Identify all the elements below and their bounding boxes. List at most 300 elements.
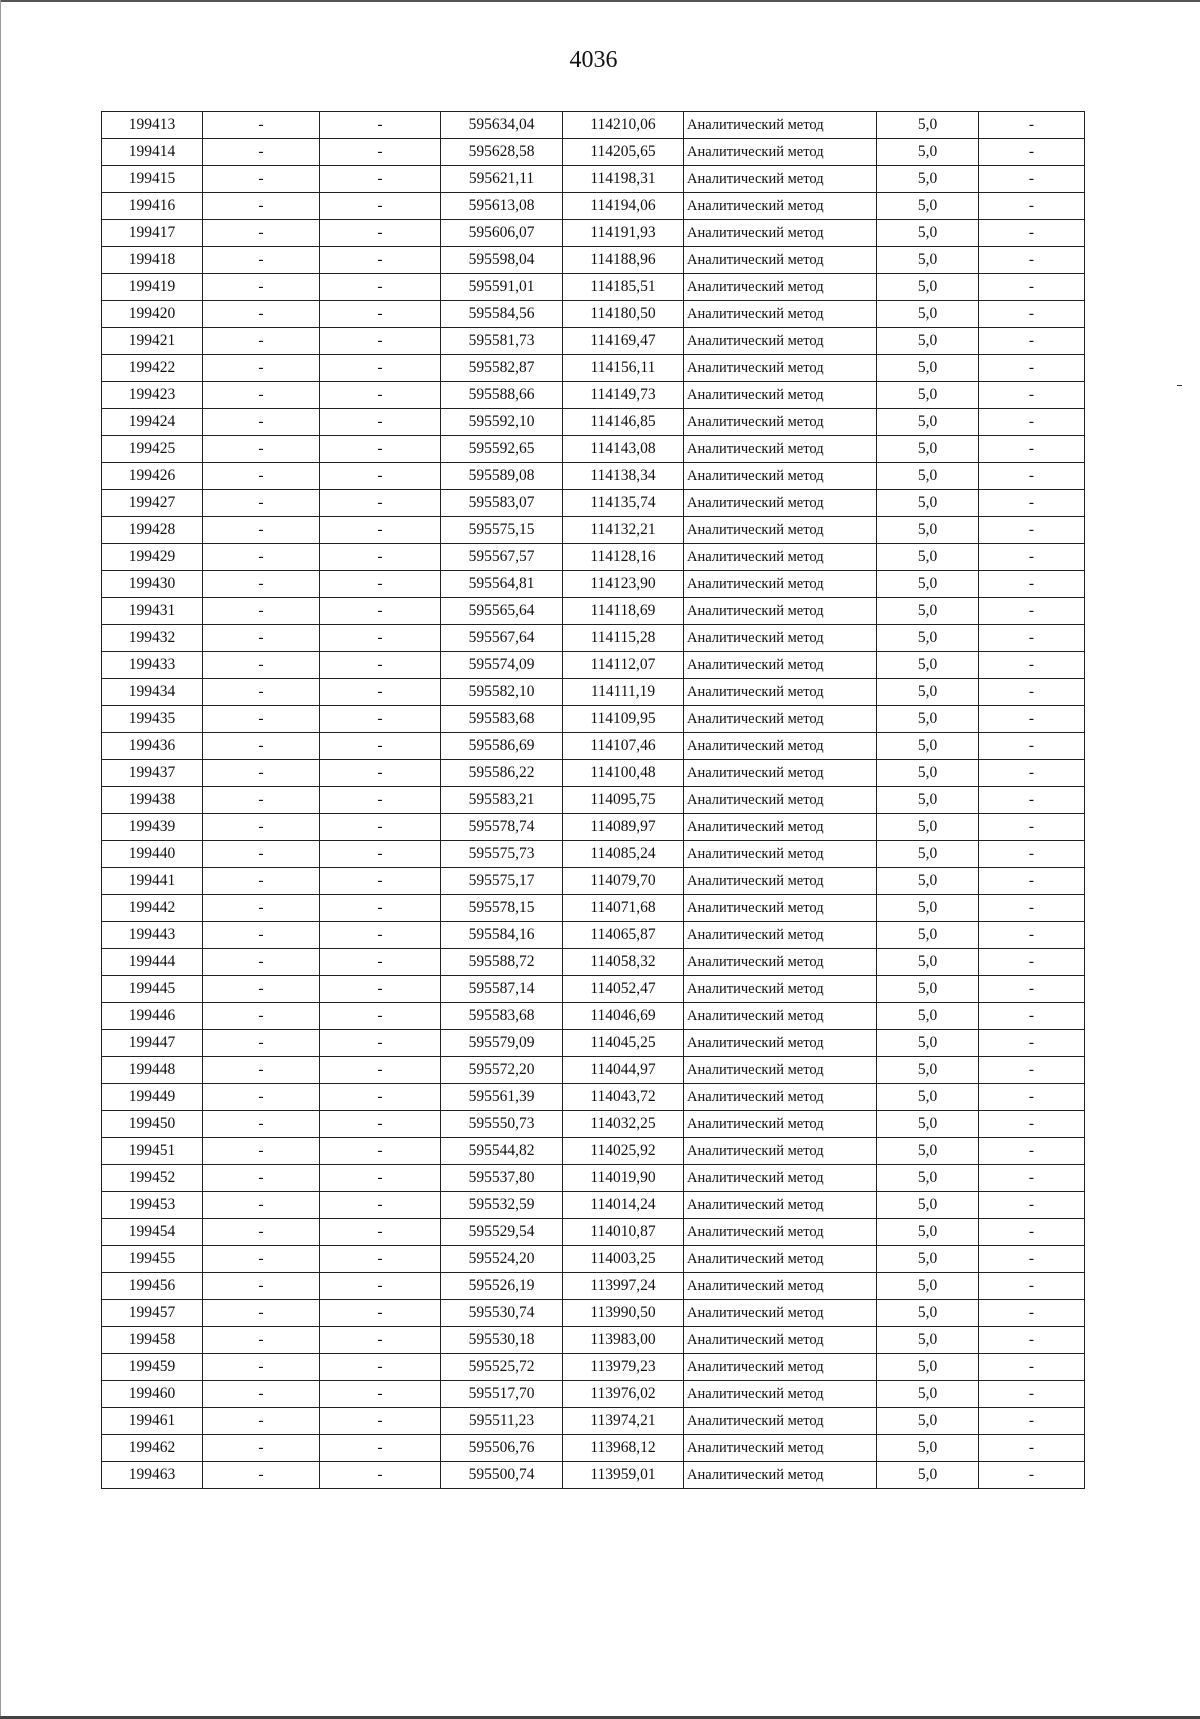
page-number: 4036 — [569, 47, 618, 73]
empty-cell-3: - — [979, 247, 1085, 274]
empty-cell-1: - — [203, 571, 320, 598]
accuracy-cell: 5,0 — [877, 382, 979, 409]
table-row — [102, 490, 1085, 517]
empty-cell-2: - — [320, 1165, 441, 1192]
y-coordinate-cell: 114149,73 — [563, 382, 684, 409]
empty-cell-2: - — [320, 1219, 441, 1246]
empty-cell-3: - — [979, 1192, 1085, 1219]
empty-cell-3: - — [979, 517, 1085, 544]
empty-cell-3: - — [979, 274, 1085, 301]
empty-cell-2: - — [320, 463, 441, 490]
accuracy-cell: 5,0 — [877, 328, 979, 355]
method-cell: Аналитический метод — [684, 247, 877, 274]
empty-cell-2: - — [320, 382, 441, 409]
method-cell: Аналитический метод — [684, 1273, 877, 1300]
point-number-cell: 199445 — [102, 976, 203, 1003]
empty-cell-2: - — [320, 706, 441, 733]
method-cell: Аналитический метод — [684, 1219, 877, 1246]
x-coordinate-cell: 595579,09 — [441, 1030, 563, 1057]
accuracy-cell: 5,0 — [877, 1408, 979, 1435]
table-row — [102, 868, 1085, 895]
y-coordinate-cell: 114045,25 — [563, 1030, 684, 1057]
empty-cell-3: - — [979, 193, 1085, 220]
x-coordinate-cell: 595511,23 — [441, 1408, 563, 1435]
empty-cell-2: - — [320, 247, 441, 274]
x-coordinate-cell: 595575,17 — [441, 868, 563, 895]
y-coordinate-cell: 114109,95 — [563, 706, 684, 733]
empty-cell-1: - — [203, 1192, 320, 1219]
empty-cell-3: - — [979, 1246, 1085, 1273]
point-number-cell: 199431 — [102, 598, 203, 625]
accuracy-cell: 5,0 — [877, 787, 979, 814]
x-coordinate-cell: 595578,15 — [441, 895, 563, 922]
empty-cell-3: - — [979, 1435, 1085, 1462]
point-number-cell: 199456 — [102, 1273, 203, 1300]
point-number-cell: 199433 — [102, 652, 203, 679]
method-cell: Аналитический метод — [684, 571, 877, 598]
y-coordinate-cell: 114194,06 — [563, 193, 684, 220]
empty-cell-2: - — [320, 679, 441, 706]
x-coordinate-cell: 595564,81 — [441, 571, 563, 598]
empty-cell-3: - — [979, 1219, 1085, 1246]
empty-cell-1: - — [203, 841, 320, 868]
accuracy-cell: 5,0 — [877, 949, 979, 976]
x-coordinate-cell: 595574,09 — [441, 652, 563, 679]
empty-cell-2: - — [320, 301, 441, 328]
x-coordinate-cell: 595587,14 — [441, 976, 563, 1003]
empty-cell-2: - — [320, 1111, 441, 1138]
empty-cell-3: - — [979, 112, 1085, 139]
accuracy-cell: 5,0 — [877, 1192, 979, 1219]
method-cell: Аналитический метод — [684, 868, 877, 895]
table-row — [102, 436, 1085, 463]
table-row — [102, 625, 1085, 652]
point-number-cell: 199442 — [102, 895, 203, 922]
empty-cell-1: - — [203, 598, 320, 625]
y-coordinate-cell: 114085,24 — [563, 841, 684, 868]
x-coordinate-cell: 595530,74 — [441, 1300, 563, 1327]
x-coordinate-cell: 595529,54 — [441, 1219, 563, 1246]
x-coordinate-cell: 595583,68 — [441, 706, 563, 733]
empty-cell-1: - — [203, 139, 320, 166]
point-number-cell: 199447 — [102, 1030, 203, 1057]
x-coordinate-cell: 595567,57 — [441, 544, 563, 571]
table-row — [102, 598, 1085, 625]
empty-cell-2: - — [320, 571, 441, 598]
empty-cell-3: - — [979, 490, 1085, 517]
empty-cell-1: - — [203, 949, 320, 976]
y-coordinate-cell: 114132,21 — [563, 517, 684, 544]
empty-cell-2: - — [320, 1003, 441, 1030]
x-coordinate-cell: 595506,76 — [441, 1435, 563, 1462]
y-coordinate-cell: 114111,19 — [563, 679, 684, 706]
accuracy-cell: 5,0 — [877, 706, 979, 733]
point-number-cell: 199463 — [102, 1462, 203, 1489]
x-coordinate-cell: 595544,82 — [441, 1138, 563, 1165]
y-coordinate-cell: 114185,51 — [563, 274, 684, 301]
empty-cell-2: - — [320, 490, 441, 517]
empty-cell-2: - — [320, 1408, 441, 1435]
point-number-cell: 199424 — [102, 409, 203, 436]
y-coordinate-cell: 114146,85 — [563, 409, 684, 436]
point-number-cell: 199421 — [102, 328, 203, 355]
empty-cell-1: - — [203, 976, 320, 1003]
method-cell: Аналитический метод — [684, 1435, 877, 1462]
empty-cell-2: - — [320, 274, 441, 301]
method-cell: Аналитический метод — [684, 976, 877, 1003]
method-cell: Аналитический метод — [684, 841, 877, 868]
accuracy-cell: 5,0 — [877, 490, 979, 517]
table-row — [102, 679, 1085, 706]
empty-cell-3: - — [979, 976, 1085, 1003]
x-coordinate-cell: 595582,87 — [441, 355, 563, 382]
empty-cell-3: - — [979, 1057, 1085, 1084]
table-row — [102, 652, 1085, 679]
point-number-cell: 199444 — [102, 949, 203, 976]
table-row — [102, 814, 1085, 841]
table-row — [102, 1462, 1085, 1489]
accuracy-cell: 5,0 — [877, 1246, 979, 1273]
x-coordinate-cell: 595589,08 — [441, 463, 563, 490]
empty-cell-1: - — [203, 1165, 320, 1192]
method-cell: Аналитический метод — [684, 1300, 877, 1327]
point-number-cell: 199420 — [102, 301, 203, 328]
empty-cell-1: - — [203, 733, 320, 760]
x-coordinate-cell: 595500,74 — [441, 1462, 563, 1489]
empty-cell-2: - — [320, 1192, 441, 1219]
empty-cell-1: - — [203, 814, 320, 841]
empty-cell-1: - — [203, 463, 320, 490]
x-coordinate-cell: 595584,16 — [441, 922, 563, 949]
point-number-cell: 199419 — [102, 274, 203, 301]
accuracy-cell: 5,0 — [877, 247, 979, 274]
point-number-cell: 199462 — [102, 1435, 203, 1462]
point-number-cell: 199437 — [102, 760, 203, 787]
y-coordinate-cell: 114079,70 — [563, 868, 684, 895]
empty-cell-3: - — [979, 544, 1085, 571]
empty-cell-2: - — [320, 1084, 441, 1111]
point-number-cell: 199449 — [102, 1084, 203, 1111]
empty-cell-1: - — [203, 166, 320, 193]
method-cell: Аналитический метод — [684, 220, 877, 247]
empty-cell-3: - — [979, 1354, 1085, 1381]
x-coordinate-cell: 595575,15 — [441, 517, 563, 544]
method-cell: Аналитический метод — [684, 787, 877, 814]
point-number-cell: 199461 — [102, 1408, 203, 1435]
empty-cell-2: - — [320, 1462, 441, 1489]
table-row — [102, 976, 1085, 1003]
empty-cell-3: - — [979, 679, 1085, 706]
empty-cell-1: - — [203, 274, 320, 301]
x-coordinate-cell: 595613,08 — [441, 193, 563, 220]
table-row — [102, 112, 1085, 139]
empty-cell-2: - — [320, 895, 441, 922]
scan-mark — [1177, 385, 1182, 386]
empty-cell-3: - — [979, 760, 1085, 787]
empty-cell-3: - — [979, 1327, 1085, 1354]
point-number-cell: 199414 — [102, 139, 203, 166]
point-number-cell: 199413 — [102, 112, 203, 139]
empty-cell-3: - — [979, 571, 1085, 598]
y-coordinate-cell: 114058,32 — [563, 949, 684, 976]
table-row — [102, 1327, 1085, 1354]
method-cell: Аналитический метод — [684, 733, 877, 760]
empty-cell-2: - — [320, 598, 441, 625]
empty-cell-2: - — [320, 193, 441, 220]
point-number-cell: 199454 — [102, 1219, 203, 1246]
point-number-cell: 199423 — [102, 382, 203, 409]
accuracy-cell: 5,0 — [877, 1327, 979, 1354]
accuracy-cell: 5,0 — [877, 976, 979, 1003]
empty-cell-1: - — [203, 1462, 320, 1489]
empty-cell-2: - — [320, 544, 441, 571]
table-row — [102, 1030, 1085, 1057]
empty-cell-1: - — [203, 1030, 320, 1057]
x-coordinate-cell: 595517,70 — [441, 1381, 563, 1408]
x-coordinate-cell: 595530,18 — [441, 1327, 563, 1354]
x-coordinate-cell: 595525,72 — [441, 1354, 563, 1381]
method-cell: Аналитический метод — [684, 1030, 877, 1057]
table-row — [102, 841, 1085, 868]
point-number-cell: 199425 — [102, 436, 203, 463]
empty-cell-2: - — [320, 1381, 441, 1408]
x-coordinate-cell: 595606,07 — [441, 220, 563, 247]
x-coordinate-cell: 595583,68 — [441, 1003, 563, 1030]
table-row — [102, 274, 1085, 301]
point-number-cell: 199427 — [102, 490, 203, 517]
empty-cell-3: - — [979, 220, 1085, 247]
empty-cell-1: - — [203, 1435, 320, 1462]
y-coordinate-cell: 114044,97 — [563, 1057, 684, 1084]
method-cell: Аналитический метод — [684, 274, 877, 301]
method-cell: Аналитический метод — [684, 355, 877, 382]
empty-cell-3: - — [979, 706, 1085, 733]
method-cell: Аналитический метод — [684, 1354, 877, 1381]
accuracy-cell: 5,0 — [877, 1300, 979, 1327]
empty-cell-1: - — [203, 382, 320, 409]
point-number-cell: 199455 — [102, 1246, 203, 1273]
table-row — [102, 895, 1085, 922]
x-coordinate-cell: 595592,10 — [441, 409, 563, 436]
empty-cell-3: - — [979, 436, 1085, 463]
point-number-cell: 199430 — [102, 571, 203, 598]
empty-cell-3: - — [979, 814, 1085, 841]
y-coordinate-cell: 114115,28 — [563, 625, 684, 652]
accuracy-cell: 5,0 — [877, 1057, 979, 1084]
table-row — [102, 733, 1085, 760]
empty-cell-2: - — [320, 868, 441, 895]
method-cell: Аналитический метод — [684, 1138, 877, 1165]
empty-cell-3: - — [979, 733, 1085, 760]
accuracy-cell: 5,0 — [877, 544, 979, 571]
empty-cell-1: - — [203, 868, 320, 895]
point-number-cell: 199439 — [102, 814, 203, 841]
accuracy-cell: 5,0 — [877, 598, 979, 625]
empty-cell-2: - — [320, 517, 441, 544]
x-coordinate-cell: 595572,20 — [441, 1057, 563, 1084]
empty-cell-3: - — [979, 355, 1085, 382]
empty-cell-1: - — [203, 1300, 320, 1327]
method-cell: Аналитический метод — [684, 1327, 877, 1354]
y-coordinate-cell: 114123,90 — [563, 571, 684, 598]
table-row — [102, 1273, 1085, 1300]
accuracy-cell: 5,0 — [877, 868, 979, 895]
x-coordinate-cell: 595584,56 — [441, 301, 563, 328]
x-coordinate-cell: 595586,22 — [441, 760, 563, 787]
empty-cell-2: - — [320, 841, 441, 868]
table-row — [102, 1111, 1085, 1138]
accuracy-cell: 5,0 — [877, 409, 979, 436]
point-number-cell: 199440 — [102, 841, 203, 868]
x-coordinate-cell: 595586,69 — [441, 733, 563, 760]
empty-cell-3: - — [979, 1408, 1085, 1435]
empty-cell-1: - — [203, 355, 320, 382]
accuracy-cell: 5,0 — [877, 463, 979, 490]
table-row — [102, 1300, 1085, 1327]
point-number-cell: 199451 — [102, 1138, 203, 1165]
y-coordinate-cell: 113997,24 — [563, 1273, 684, 1300]
method-cell: Аналитический метод — [684, 1165, 877, 1192]
x-coordinate-cell: 595578,74 — [441, 814, 563, 841]
x-coordinate-cell: 595621,11 — [441, 166, 563, 193]
y-coordinate-cell: 114046,69 — [563, 1003, 684, 1030]
x-coordinate-cell: 595588,72 — [441, 949, 563, 976]
y-coordinate-cell: 114100,48 — [563, 760, 684, 787]
empty-cell-2: - — [320, 1246, 441, 1273]
empty-cell-1: - — [203, 517, 320, 544]
y-coordinate-cell: 114112,07 — [563, 652, 684, 679]
table-row — [102, 1192, 1085, 1219]
empty-cell-3: - — [979, 841, 1085, 868]
empty-cell-3: - — [979, 625, 1085, 652]
method-cell: Аналитический метод — [684, 1084, 877, 1111]
table-row — [102, 247, 1085, 274]
empty-cell-1: - — [203, 544, 320, 571]
y-coordinate-cell: 114143,08 — [563, 436, 684, 463]
y-coordinate-cell: 113990,50 — [563, 1300, 684, 1327]
point-number-cell: 199434 — [102, 679, 203, 706]
point-number-cell: 199441 — [102, 868, 203, 895]
table-row — [102, 1057, 1085, 1084]
y-coordinate-cell: 113976,02 — [563, 1381, 684, 1408]
empty-cell-3: - — [979, 409, 1085, 436]
point-number-cell: 199432 — [102, 625, 203, 652]
empty-cell-3: - — [979, 1381, 1085, 1408]
empty-cell-1: - — [203, 1327, 320, 1354]
accuracy-cell: 5,0 — [877, 841, 979, 868]
method-cell: Аналитический метод — [684, 328, 877, 355]
empty-cell-2: - — [320, 409, 441, 436]
table-row — [102, 1165, 1085, 1192]
accuracy-cell: 5,0 — [877, 1462, 979, 1489]
point-number-cell: 199457 — [102, 1300, 203, 1327]
empty-cell-3: - — [979, 598, 1085, 625]
x-coordinate-cell: 595582,10 — [441, 679, 563, 706]
point-number-cell: 199448 — [102, 1057, 203, 1084]
empty-cell-3: - — [979, 328, 1085, 355]
x-coordinate-cell: 595575,73 — [441, 841, 563, 868]
coordinates-table — [101, 111, 1085, 1489]
y-coordinate-cell: 114043,72 — [563, 1084, 684, 1111]
y-coordinate-cell: 113959,01 — [563, 1462, 684, 1489]
y-coordinate-cell: 113983,00 — [563, 1327, 684, 1354]
empty-cell-1: - — [203, 679, 320, 706]
table-row — [102, 760, 1085, 787]
method-cell: Аналитический метод — [684, 949, 877, 976]
empty-cell-1: - — [203, 1111, 320, 1138]
empty-cell-3: - — [979, 895, 1085, 922]
y-coordinate-cell: 114071,68 — [563, 895, 684, 922]
table-row — [102, 1381, 1085, 1408]
empty-cell-3: - — [979, 922, 1085, 949]
x-coordinate-cell: 595588,66 — [441, 382, 563, 409]
method-cell: Аналитический метод — [684, 706, 877, 733]
method-cell: Аналитический метод — [684, 436, 877, 463]
x-coordinate-cell: 595565,64 — [441, 598, 563, 625]
empty-cell-2: - — [320, 139, 441, 166]
empty-cell-2: - — [320, 949, 441, 976]
accuracy-cell: 5,0 — [877, 166, 979, 193]
y-coordinate-cell: 114089,97 — [563, 814, 684, 841]
empty-cell-1: - — [203, 301, 320, 328]
x-coordinate-cell: 595592,65 — [441, 436, 563, 463]
table-row — [102, 220, 1085, 247]
method-cell: Аналитический метод — [684, 1381, 877, 1408]
table-row — [102, 193, 1085, 220]
y-coordinate-cell: 114025,92 — [563, 1138, 684, 1165]
empty-cell-1: - — [203, 436, 320, 463]
method-cell: Аналитический метод — [684, 922, 877, 949]
empty-cell-3: - — [979, 652, 1085, 679]
empty-cell-1: - — [203, 1084, 320, 1111]
empty-cell-1: - — [203, 625, 320, 652]
empty-cell-1: - — [203, 409, 320, 436]
point-number-cell: 199446 — [102, 1003, 203, 1030]
table-row — [102, 571, 1085, 598]
point-number-cell: 199428 — [102, 517, 203, 544]
empty-cell-3: - — [979, 1462, 1085, 1489]
y-coordinate-cell: 114138,34 — [563, 463, 684, 490]
table-row — [102, 544, 1085, 571]
empty-cell-1: - — [203, 1003, 320, 1030]
x-coordinate-cell: 595634,04 — [441, 112, 563, 139]
x-coordinate-cell: 595537,80 — [441, 1165, 563, 1192]
empty-cell-1: - — [203, 193, 320, 220]
accuracy-cell: 5,0 — [877, 760, 979, 787]
accuracy-cell: 5,0 — [877, 922, 979, 949]
accuracy-cell: 5,0 — [877, 517, 979, 544]
table-row — [102, 139, 1085, 166]
table-row — [102, 1246, 1085, 1273]
method-cell: Аналитический метод — [684, 1192, 877, 1219]
y-coordinate-cell: 114052,47 — [563, 976, 684, 1003]
point-number-cell: 199460 — [102, 1381, 203, 1408]
x-coordinate-cell: 595598,04 — [441, 247, 563, 274]
empty-cell-3: - — [979, 1003, 1085, 1030]
empty-cell-1: - — [203, 1354, 320, 1381]
empty-cell-2: - — [320, 1057, 441, 1084]
empty-cell-3: - — [979, 1300, 1085, 1327]
method-cell: Аналитический метод — [684, 1408, 877, 1435]
table-row — [102, 1084, 1085, 1111]
accuracy-cell: 5,0 — [877, 1111, 979, 1138]
empty-cell-3: - — [979, 166, 1085, 193]
scan-edge-top — [0, 0, 1200, 2]
table-row — [102, 409, 1085, 436]
y-coordinate-cell: 113979,23 — [563, 1354, 684, 1381]
point-number-cell: 199436 — [102, 733, 203, 760]
accuracy-cell: 5,0 — [877, 139, 979, 166]
